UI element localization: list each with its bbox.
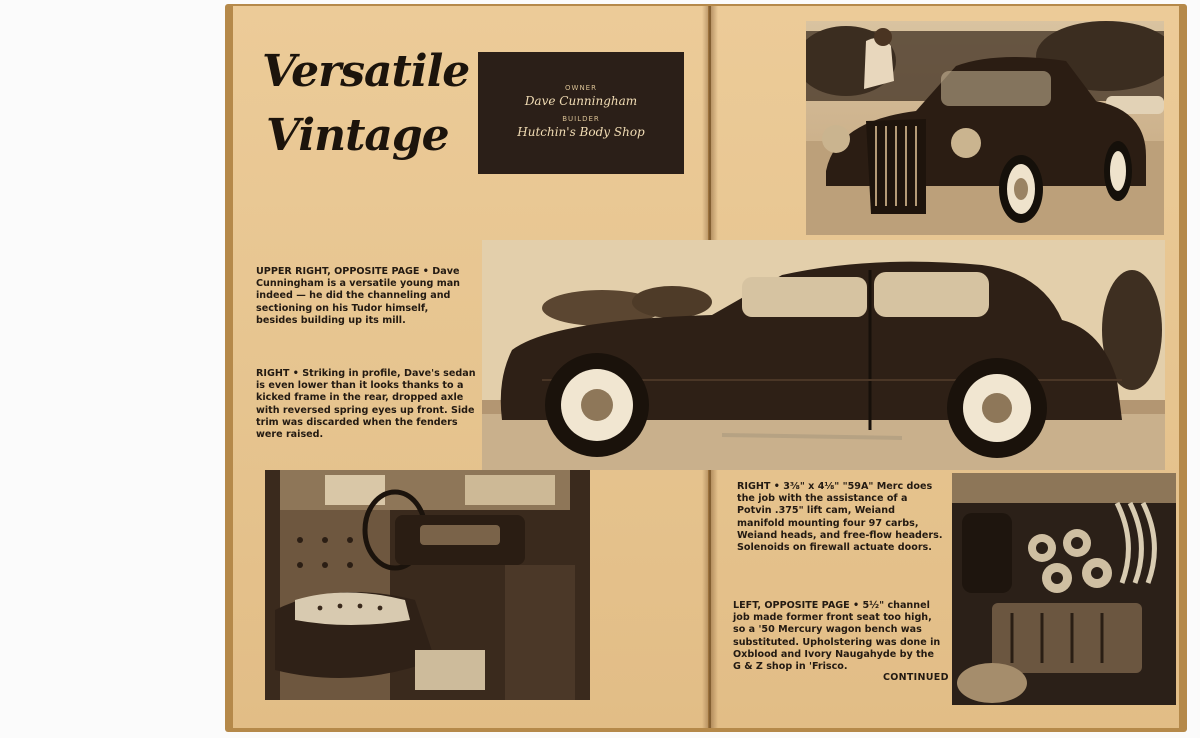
caption-upper-right bbox=[256, 266, 471, 327]
caption-lead: RIGHT bbox=[737, 481, 771, 492]
caption-right-profile bbox=[256, 368, 479, 441]
caption-text: Striking in profile, Dave's sedan is even lower than it looks thanks to a kicked frame in the rear, dropped axle with reversed spring eyes up front. Side trim was discarded when the fenders were raised. bbox=[256, 368, 476, 441]
caption-text: Dave Cunningham is a versatile young man indeed — he did the channeling and sectioning on his Tudor himself, besides building up its mill. bbox=[256, 266, 461, 326]
article-title bbox=[262, 40, 470, 168]
caption-text: 5½" channel job made former front seat too high, so a '50 Mercury wagon bench was substituted. Upholstering was done in Oxblood and Ivory Naugahyde by the G & Z shop in 'Frisco. bbox=[733, 600, 941, 673]
photo-engine bbox=[952, 473, 1176, 705]
caption-lead: RIGHT bbox=[256, 368, 290, 379]
builder-name: Hutchin's Body Shop bbox=[517, 125, 645, 139]
caption-separator: • bbox=[289, 368, 303, 379]
caption-separator: • bbox=[770, 481, 784, 492]
caption-text: 3⅜" x 4⅛" "59A" Merc does the job with the assistance of a Potvin .375" lift cam, Weiand manifold mounting four 97 carbs, Weiand heads, and free-flow headers. Solenoids on firewall actuate doors. bbox=[737, 481, 943, 554]
caption-separator: • bbox=[419, 266, 433, 277]
caption-lead: UPPER RIGHT, OPPOSITE PAGE bbox=[256, 266, 420, 277]
builder-label: BUILDER bbox=[562, 115, 600, 123]
photo-car-profile bbox=[482, 240, 1165, 470]
caption-right-engine bbox=[737, 481, 943, 554]
owner-name: Dave Cunningham bbox=[524, 94, 638, 108]
photo-interior bbox=[265, 470, 590, 700]
photo-owner-with-car bbox=[806, 21, 1164, 235]
owner-label: OWNER bbox=[565, 84, 597, 92]
title-line-2: Vintage bbox=[266, 110, 449, 161]
credit-box bbox=[478, 52, 684, 174]
title-line-1: Versatile bbox=[262, 46, 470, 97]
caption-left-interior bbox=[733, 600, 945, 673]
caption-lead: LEFT, OPPOSITE PAGE bbox=[733, 600, 850, 611]
caption-separator: • bbox=[849, 600, 863, 611]
continued-label: CONTINUED bbox=[883, 672, 949, 683]
